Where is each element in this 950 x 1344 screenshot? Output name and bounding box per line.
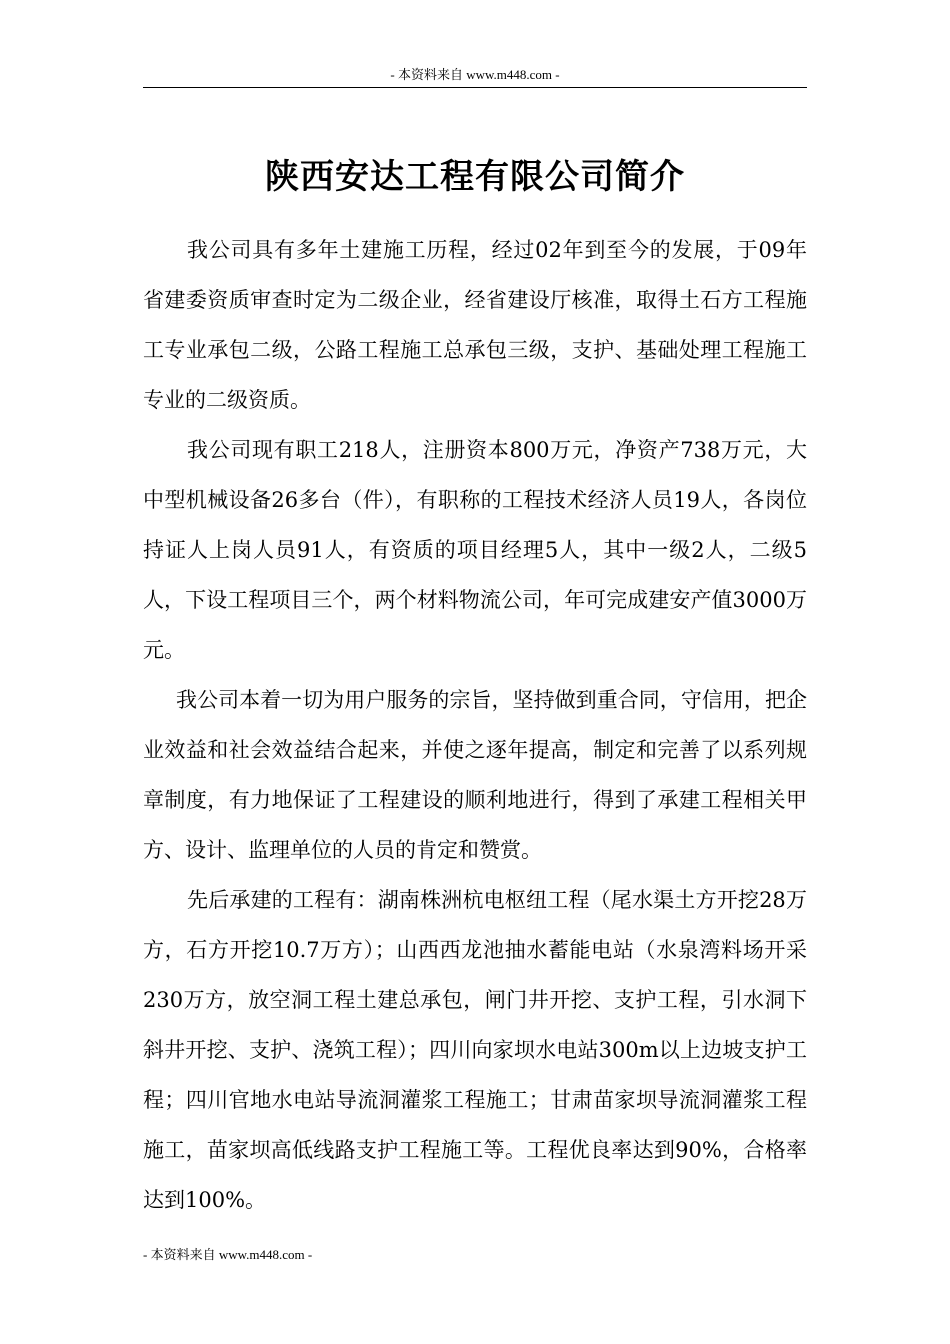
document-title: 陕西安达工程有限公司简介 [265, 156, 685, 197]
document-body [143, 225, 807, 1225]
header-divider [143, 87, 807, 88]
paragraph-qualifications: 我公司具有多年土建施工历程，经过02年到至今的发展，于09年省建委资质审查时定为二级企业，经省建设厅核准，取得土石方工程施工专业承包二级，公路工程施工总承包三级，支护、基础处理工程施工专业的二级资质。 [143, 238, 807, 412]
page-footer: - 本资料来自 www.m448.com - [143, 1247, 313, 1262]
paragraph-resources: 我公司现有职工218人，注册资本800万元，净资产738万元，大中型机械设备26多台（件），有职称的工程技术经济人员19人，各岗位持证人上岗人员91人，有资质的项目经理5人，其中一级2人，二级5人，下设工程项目三个，两个材料物流公司，年可完成建安产值3000万元。 [143, 438, 807, 662]
paragraph-principles: 我公司本着一切为用户服务的宗旨，坚持做到重合同，守信用，把企业效益和社会效益结合起来，并使之逐年提高，制定和完善了以系列规章制度，有力地保证了工程建设的顺利地进行，得到了承建工程相关甲方、设计、监理单位的人员的肯定和赞赏。 [143, 688, 807, 862]
paragraph-projects: 先后承建的工程有：湖南株洲杭电枢纽工程（尾水渠土方开挖28万方，石方开挖10.7万方）；山西西龙池抽水蓄能电站（水泉湾料场开采230万方，放空洞工程土建总承包，闸门井开挖、支护工程，引水洞下斜井开挖、支护、浇筑工程）；四川向家坝水电站300m以上边坡支护工程；四川官地水电站导流洞灌浆工程施工；甘肃苗家坝导流洞灌浆工程施工，苗家坝高低线路支护工程施工等。工程优良率达到90%，合格率达到100%。 [143, 888, 807, 1212]
page-header: - 本资料来自 www.m448.com - [390, 67, 560, 82]
